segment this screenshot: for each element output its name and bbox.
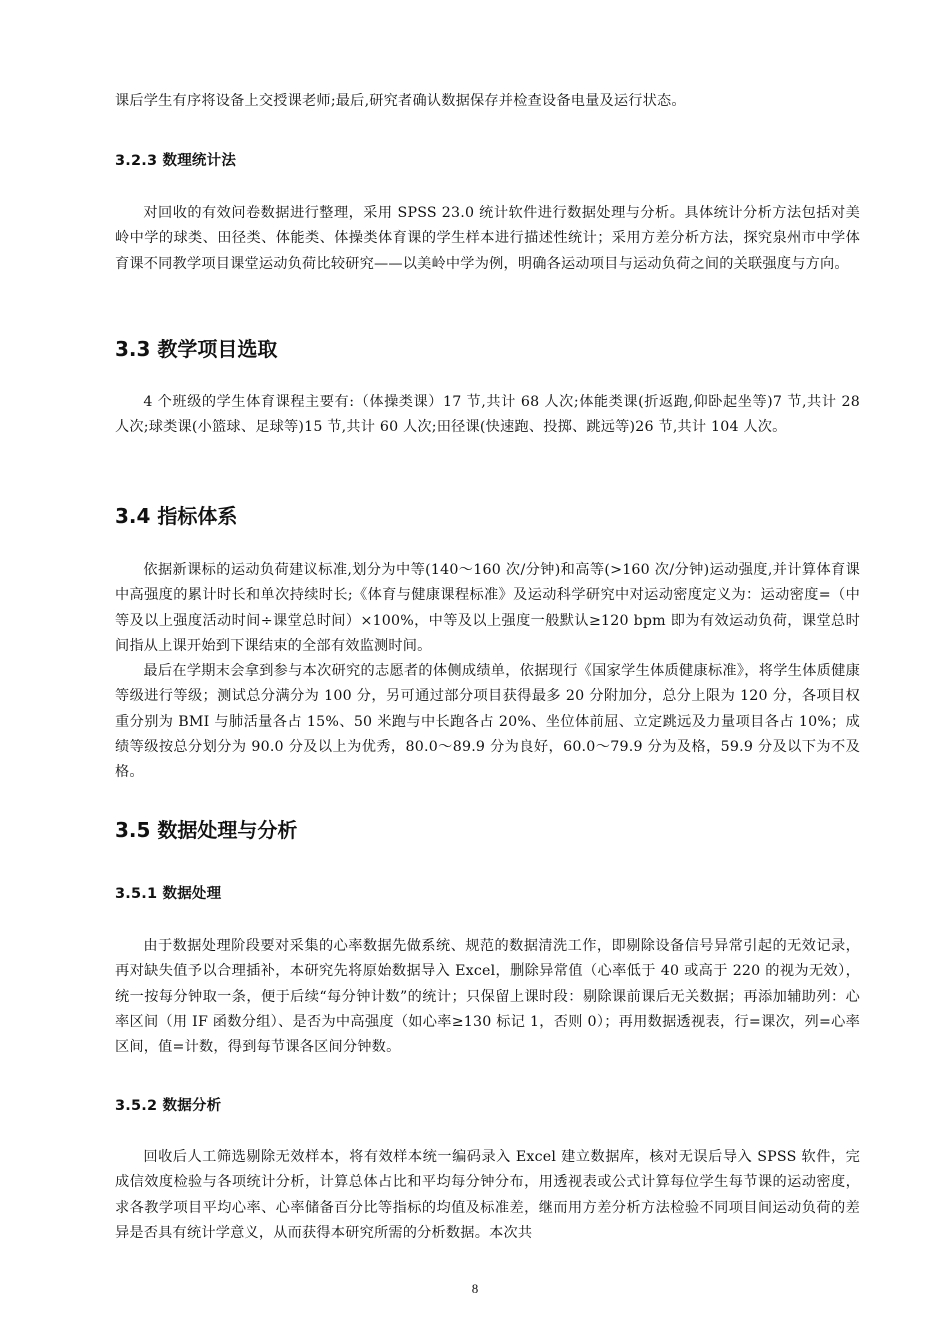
- page-number: 8: [471, 1281, 479, 1296]
- paragraph-3-4-a: 依据新课标的运动负荷建议标准,划分为中等(140～160 次/分钟)和高等(>160 次/分钟)运动强度,并计算体育课中高强度的累计时长和单次持续时长;《体育与健康课程标准》及运动科学研究中对运动密度定义为：运动密度=（中等及以上强度活动时间÷课堂总时间）×100%，中等及以上强度一般默认≥120 bpm 即为有效运动负荷，课堂总时间指从上课开始到下课结束的全部有效监测时间。: [115, 562, 860, 654]
- paragraph-3-4-a-block: [115, 558, 860, 659]
- heading-3-2-3-block: [115, 149, 860, 170]
- paragraph-3-5-1-block: [115, 934, 860, 1060]
- heading-3-5: 3.5 数据处理与分析: [115, 818, 298, 842]
- paragraph-3-5-2-block: [115, 1145, 860, 1246]
- heading-3-5-1: 3.5.1 数据处理: [115, 886, 222, 902]
- paragraph-3-2-3-block: [115, 201, 860, 277]
- heading-3-3: 3.3 教学项目选取: [115, 337, 278, 361]
- paragraph-3-3-block: [115, 390, 860, 441]
- heading-3-3-block: [115, 333, 860, 362]
- heading-3-4-block: [115, 500, 860, 529]
- heading-3-5-2-block: [115, 1094, 860, 1115]
- heading-3-4: 3.4 指标体系: [115, 504, 238, 528]
- paragraph-3-3: 4 个班级的学生体育课程主要有:（体操类课）17 节,共计 68 人次;体能类课(折返跑,仰卧起坐等)7 节,共计 28 人次;球类课(小篮球、足球等)15 节,共计 60 人次;田径课(快速跑、投掷、跳远等)26 节,共计 104 人次。: [115, 394, 860, 436]
- paragraph-3-4-b-block: [115, 659, 860, 785]
- heading-3-2-3: 3.2.3 数理统计法: [115, 153, 237, 169]
- paragraph-intro: 课后学生有序将设备上交授课老师;最后,研究者确认数据保存并检查设备电量及运行状态。: [115, 93, 686, 109]
- paragraph-3-5-2: 回收后人工筛选剔除无效样本，将有效样本统一编码录入 Excel 建立数据库，核对无误后导入 SPSS 软件，完成信效度检验与各项统计分析，计算总体占比和平均每分钟分布，用透视表或公式计算每位学生每节课的运动密度，求各教学项目平均心率、心率储备百分比等指标的均值及标准差，继而用方差分析方法检验不同项目间运动负荷的差异是否具有统计学意义，从而获得本研究所需的分析数据。本次共: [115, 1149, 860, 1241]
- intro-paragraph-block: [115, 89, 860, 114]
- paragraph-3-4-b: 最后在学期末会拿到参与本次研究的志愿者的体侧成绩单，依据现行《国家学生体质健康标准》，将学生体质健康等级进行等级；测试总分满分为 100 分，另可通过部分项目获得最多 20 分附加分，总分上限为 120 分，各项目权重分别为 BMI 与肺活量各占 15%、50 米跑与中长跑各占 20%、坐位体前屈、立定跳远及力量项目各占 10%；成绩等级按总分划分为 90.0 分及以上为优秀，80.0～89.9 分为良好，60.0～79.9 分为及格，59.9 分及以下为不及格。: [115, 663, 860, 781]
- heading-3-5-1-block: [115, 882, 860, 903]
- heading-3-5-2: 3.5.2 数据分析: [115, 1098, 222, 1114]
- heading-3-5-block: [115, 814, 860, 843]
- paragraph-3-2-3: 对回收的有效问卷数据进行整理，采用 SPSS 23.0 统计软件进行数据处理与分析。具体统计分析方法包括对美岭中学的球类、田径类、体能类、体操类体育课的学生样本进行描述性统计；采用方差分析方法，探究泉州市中学体育课不同教学项目课堂运动负荷比较研究——以美岭中学为例，明确各运动项目与运动负荷之间的关联强度与方向。: [115, 205, 860, 272]
- paragraph-3-5-1: 由于数据处理阶段要对采集的心率数据先做系统、规范的数据清洗工作，即剔除设备信号异常引起的无效记录，再对缺失值予以合理插补，本研究先将原始数据导入 Excel，删除异常值（心率低于 40 或高于 220 的视为无效），统一按每分钟取一条，便于后续“每分钟计数”的统计；只保留上课时段：剔除课前课后无关数据；再添加辅助列：心率区间（用 IF 函数分组）、是否为中高强度（如心率≥130 标记 1，否则 0）；再用数据透视表，行=课次，列=心率区间，值=计数，得到每节课各区间分钟数。: [115, 938, 860, 1056]
